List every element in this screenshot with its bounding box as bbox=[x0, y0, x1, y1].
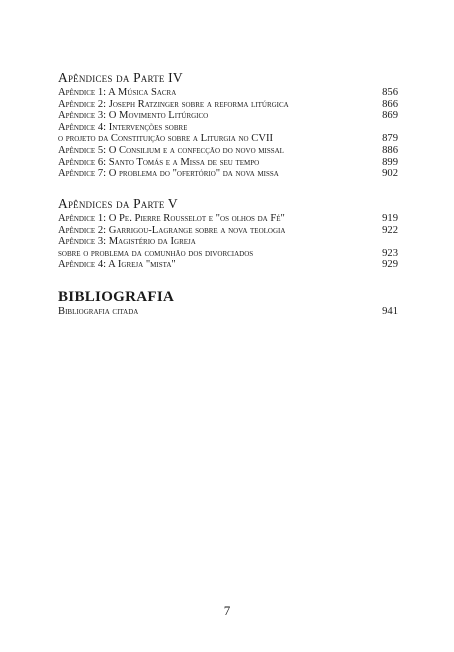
toc-entry-label: Apêndice 6: Santo Tomás e a Missa de seu tempo bbox=[58, 156, 260, 168]
toc-entry-label: Apêndice 4: A Igreja "mista" bbox=[58, 259, 176, 271]
toc-entry bbox=[58, 213, 398, 225]
toc-entry bbox=[58, 87, 398, 99]
toc-entry-label: Apêndice 2: Garrigou-Lagrange sobre a nova teologia bbox=[58, 224, 286, 236]
toc-entry bbox=[58, 236, 398, 248]
bibliography-section bbox=[58, 306, 398, 318]
toc-entry bbox=[58, 259, 398, 271]
section-title: Apêndices da Parte IV bbox=[58, 70, 183, 85]
toc-entry bbox=[58, 306, 398, 318]
toc-entry-page: 929 bbox=[382, 259, 398, 271]
toc-entry-label: Apêndice 3: O Movimento Litúrgico bbox=[58, 110, 209, 122]
toc-entry-page: 886 bbox=[382, 144, 398, 156]
appendices-part-iv-section bbox=[58, 70, 398, 180]
toc-entry-label: Apêndice 4: Intervenções sobre bbox=[58, 121, 188, 133]
toc-entry bbox=[58, 225, 398, 237]
toc-entry-page: 899 bbox=[382, 156, 398, 168]
toc-entry-label: Apêndice 7: O problema do "ofertório" da nova missa bbox=[58, 168, 279, 180]
toc-entry-page: 879 bbox=[382, 133, 398, 145]
toc-entry-label: Apêndice 3: Magistério da Igreja bbox=[58, 236, 196, 248]
toc-entry bbox=[58, 99, 398, 111]
bibliography-heading: BIBLIOGRAFIA bbox=[58, 289, 175, 305]
toc-entry bbox=[58, 157, 398, 169]
toc-entry-page: 856 bbox=[382, 87, 398, 98]
toc-entry-label: sobre o problema da comunhão dos divorciados bbox=[58, 247, 254, 259]
toc-entry bbox=[58, 145, 398, 157]
toc-entry-page: 902 bbox=[382, 168, 398, 180]
toc-entry-label: Apêndice 1: A Música Sacra bbox=[58, 87, 177, 98]
toc-entry bbox=[58, 122, 398, 134]
toc-entry-label: Apêndice 1: O Pe. Pierre Rousselot e "os olhos da Fé" bbox=[58, 213, 285, 224]
toc-entry-page: 919 bbox=[382, 213, 398, 224]
toc-entry-page: 866 bbox=[382, 98, 398, 110]
toc-entry-label: Bibliografia citada bbox=[58, 306, 139, 317]
toc-entry-page: 922 bbox=[382, 224, 398, 236]
toc-entry-page: 941 bbox=[382, 306, 398, 317]
toc-entry-page: 869 bbox=[382, 110, 398, 122]
toc-entry-label: Apêndice 2: Joseph Ratzinger sobre a reforma litúrgica bbox=[58, 98, 289, 110]
toc-entry bbox=[58, 168, 398, 180]
toc-entry bbox=[58, 110, 398, 122]
toc-entry-label: o projeto da Constituição sobre a Liturgia no CVII bbox=[58, 133, 274, 145]
toc-entry bbox=[58, 133, 398, 145]
toc-entry-page: 923 bbox=[382, 247, 398, 259]
section-title: Apêndices da Parte V bbox=[58, 196, 178, 211]
toc-entry bbox=[58, 248, 398, 260]
appendices-part-v-section bbox=[58, 196, 398, 271]
page-number: 7 bbox=[223, 603, 231, 618]
toc-entry-label: Apêndice 5: O Consilium e a confecção do novo missal bbox=[58, 144, 284, 156]
